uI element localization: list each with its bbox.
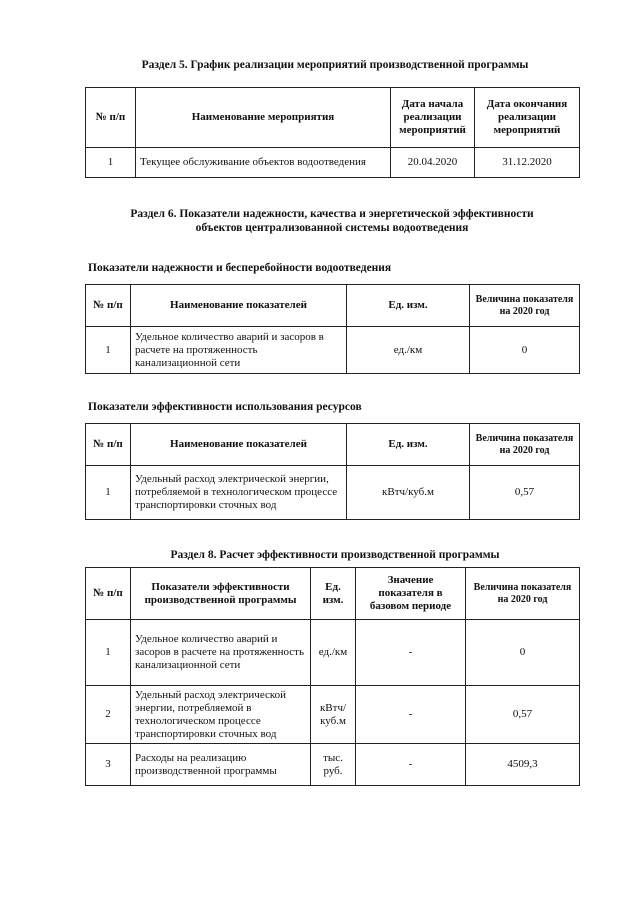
section5-header-row — [86, 88, 580, 148]
efficiency-subtitle: Показатели эффективности использования ресурсов — [88, 401, 362, 413]
section8-header-row — [86, 568, 580, 620]
row-name: Расходы на реализацию производственной программы — [131, 744, 311, 786]
row-value: 0 — [470, 327, 580, 374]
section5-header-name: Наименование мероприятия — [136, 88, 391, 148]
row-base: - — [356, 744, 466, 786]
row-start-date: 20.04.2020 — [391, 148, 475, 178]
row-num: 3 — [86, 744, 131, 786]
row-name: Удельный расход электрической энергии, потребляемой в технологическом процессе транспортировки сточных вод — [131, 466, 347, 520]
row-num: 1 — [86, 466, 131, 520]
section6-title-line2: объектов централизованной системы водоотведения — [195, 222, 469, 234]
row-name: Удельный расход электрической энергии, потребляемой в технологическом процессе транспортировки сточных вод — [131, 686, 311, 744]
row-name: Удельное количество аварий и засоров в расчете на протяженность канализационной сети — [131, 327, 347, 374]
section8-header-value: Величина показателя на 2020 год — [466, 568, 580, 620]
efficiency-header-num: № п/п — [86, 424, 131, 466]
row-unit: кВтч/куб.м — [347, 466, 470, 520]
table-row — [86, 327, 580, 374]
section5-title: Раздел 5. График реализации мероприятий производственной программы — [141, 59, 529, 71]
row-base: - — [356, 620, 466, 686]
reliability-table — [85, 284, 580, 374]
reliability-header-value: Величина показателя на 2020 год — [470, 285, 580, 327]
row-num: 1 — [86, 148, 136, 178]
row-unit: ед./км — [347, 327, 470, 374]
section8-title: Раздел 8. Расчет эффективности производственной программы — [170, 549, 500, 561]
section5-table — [85, 87, 580, 178]
section8-header-num: № п/п — [86, 568, 131, 620]
efficiency-header-row — [86, 424, 580, 466]
row-unit: тыс. руб. — [311, 744, 356, 786]
table-row — [86, 686, 580, 744]
row-unit: кВтч/ куб.м — [311, 686, 356, 744]
section8-header-base: Значение показателя в базовом периоде — [356, 568, 466, 620]
section6-title-line1: Раздел 6. Показатели надежности, качества и энергетической эффективности — [130, 208, 534, 220]
row-name: Удельное количество аварий и засоров в расчете на протяженность канализационной сети — [131, 620, 311, 686]
efficiency-header-value: Величина показателя на 2020 год — [470, 424, 580, 466]
section8-table — [85, 567, 580, 786]
section8-header-unit: Ед. изм. — [311, 568, 356, 620]
row-value: 0 — [466, 620, 580, 686]
row-value: 4509,3 — [466, 744, 580, 786]
row-num: 2 — [86, 686, 131, 744]
table-row — [86, 620, 580, 686]
table-row — [86, 744, 580, 786]
efficiency-header-name: Наименование показателей — [131, 424, 347, 466]
reliability-header-row — [86, 285, 580, 327]
efficiency-table — [85, 423, 580, 520]
section8-header-name: Показатели эффективности производственной программы — [131, 568, 311, 620]
reliability-subtitle: Показатели надежности и бесперебойности водоотведения — [88, 262, 392, 274]
row-num: 1 — [86, 620, 131, 686]
row-num: 1 — [86, 327, 131, 374]
section5-header-start: Дата начала реализации мероприятий — [391, 88, 475, 148]
row-unit: ед./км — [311, 620, 356, 686]
table-row — [86, 466, 580, 520]
efficiency-header-unit: Ед. изм. — [347, 424, 470, 466]
table-row — [86, 148, 580, 178]
reliability-header-name: Наименование показателей — [131, 285, 347, 327]
section5-header-num: № п/п — [86, 88, 136, 148]
reliability-header-unit: Ед. изм. — [347, 285, 470, 327]
reliability-header-num: № п/п — [86, 285, 131, 327]
row-base: - — [356, 686, 466, 744]
row-value: 0,57 — [470, 466, 580, 520]
row-value: 0,57 — [466, 686, 580, 744]
row-end-date: 31.12.2020 — [475, 148, 580, 178]
section5-header-end: Дата окончания реализации мероприятий — [475, 88, 580, 148]
row-name: Текущее обслуживание объектов водоотведения — [136, 148, 391, 178]
